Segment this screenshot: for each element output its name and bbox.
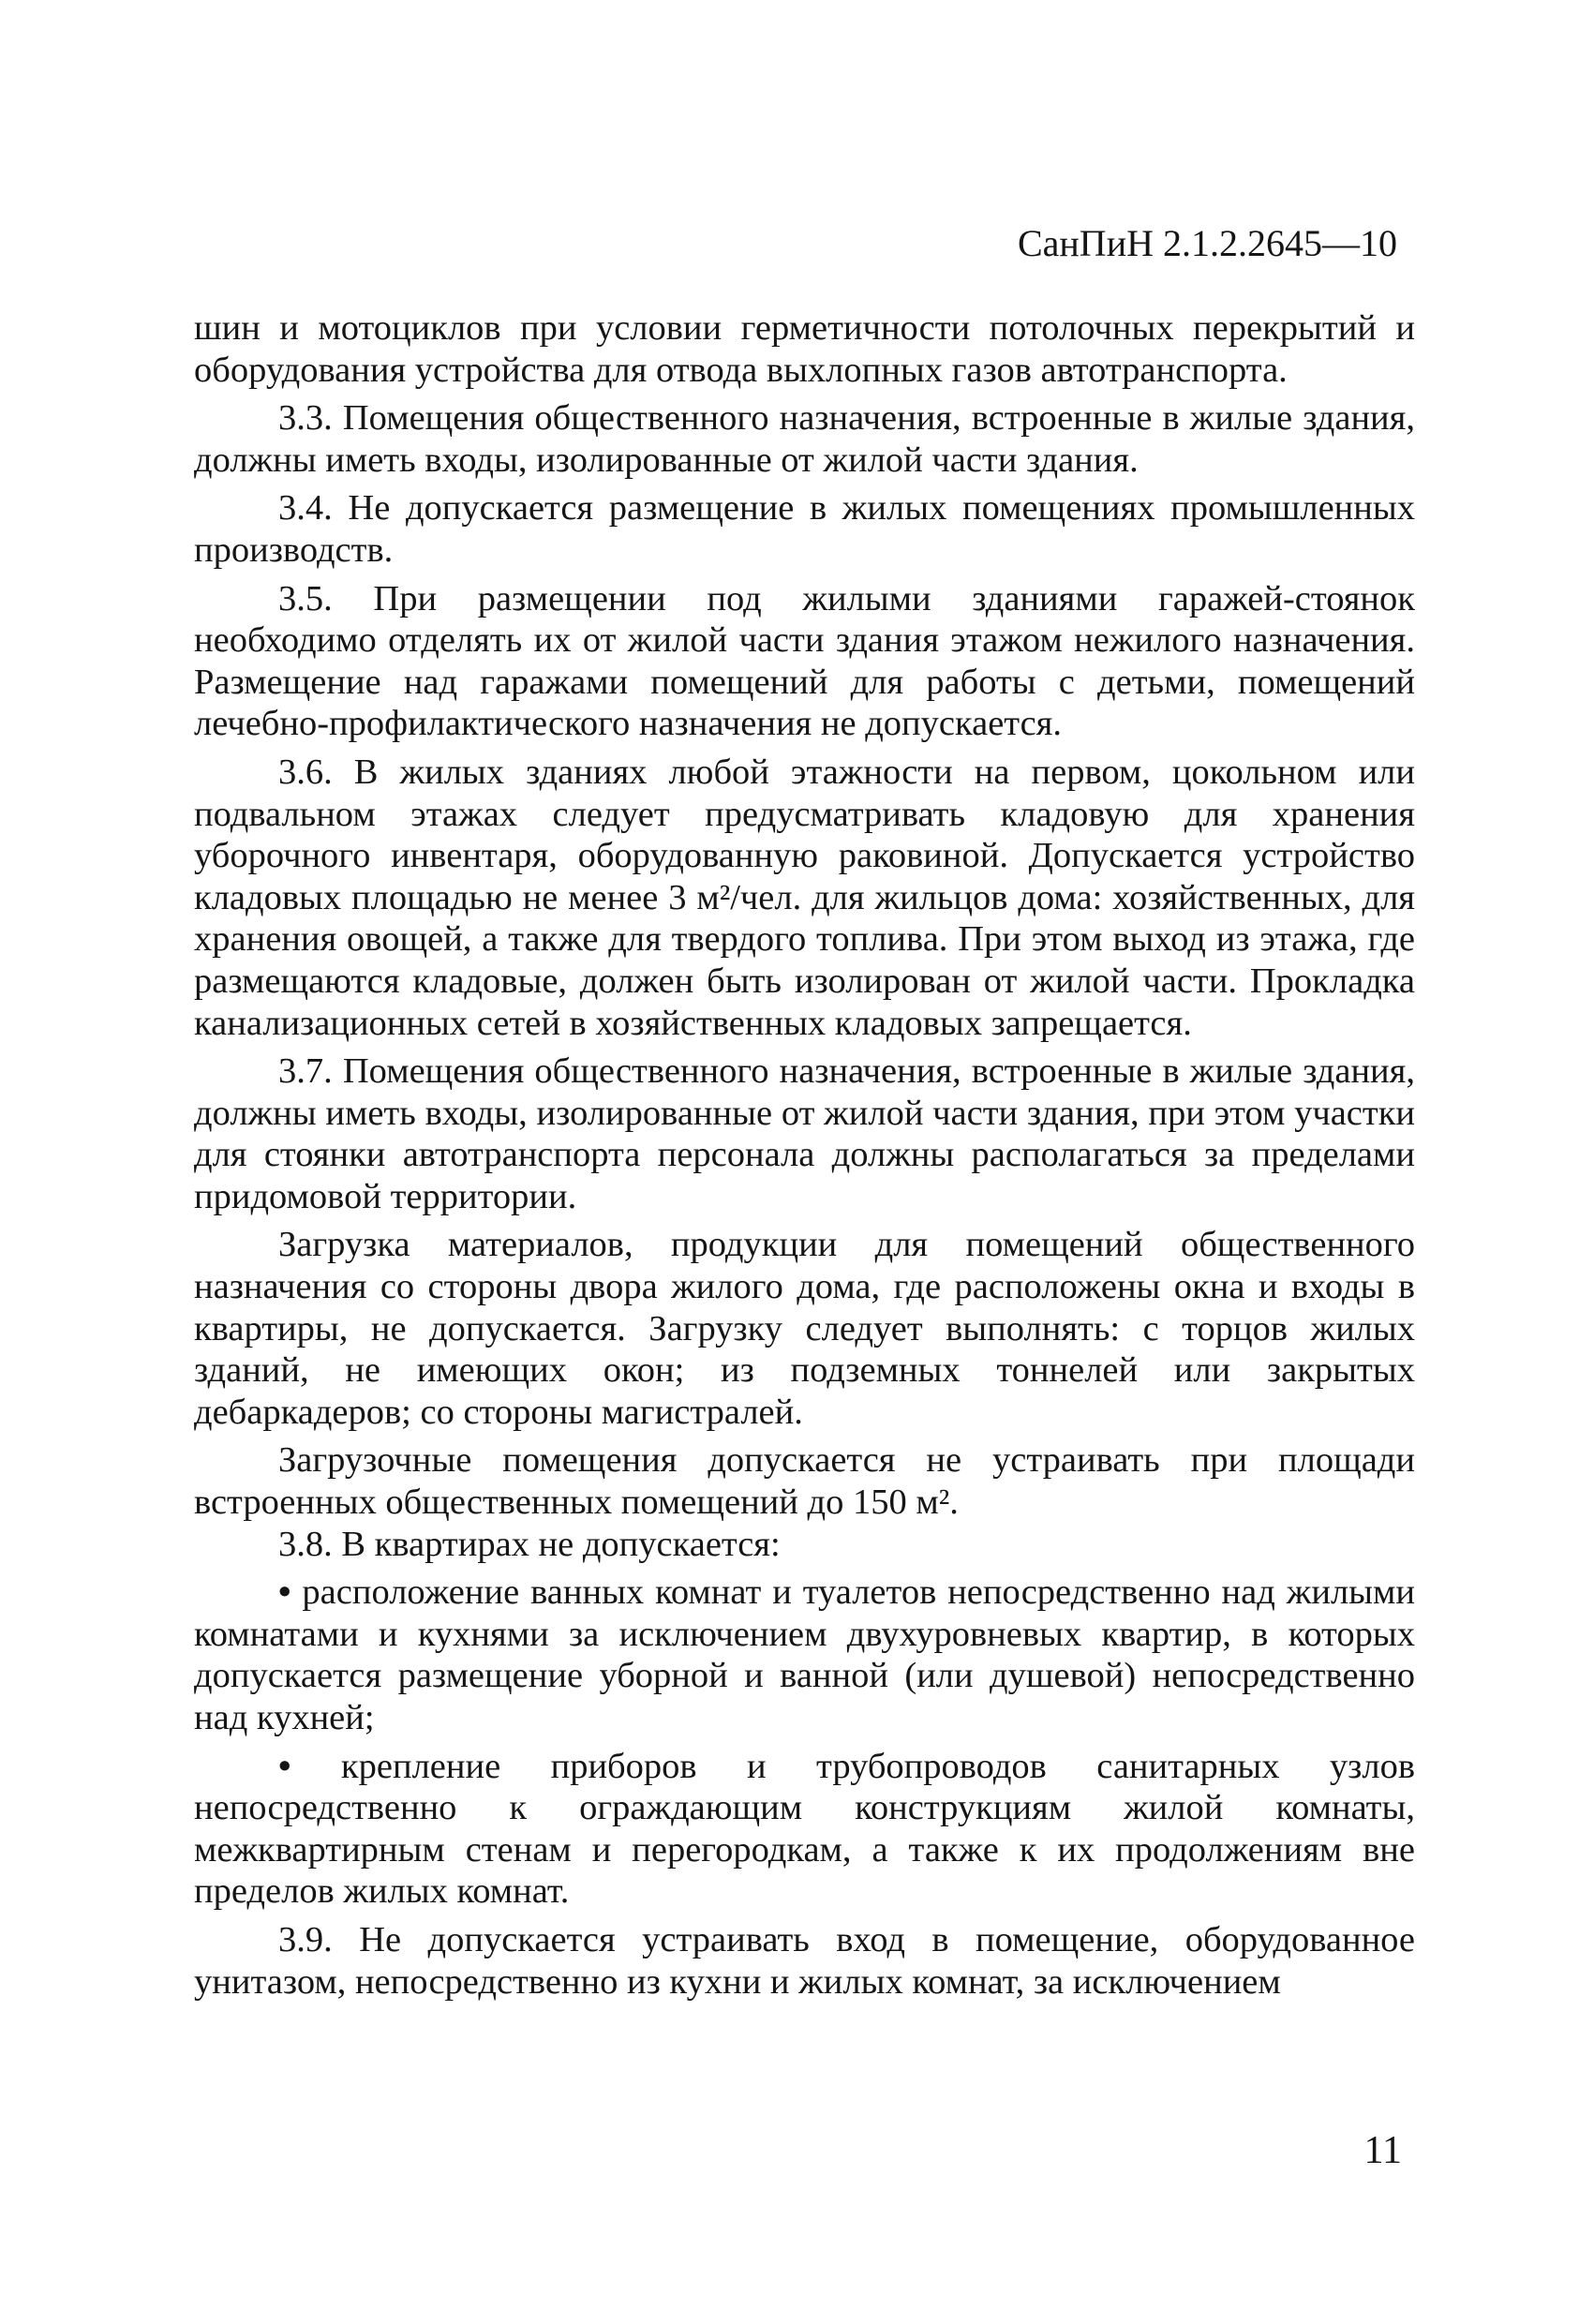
document-code-header: СанПиН 2.1.2.2645—10: [1017, 222, 1397, 264]
page-number: 11: [1363, 2129, 1402, 2172]
paragraph-3-4: 3.4. Не допускается размещение в жилых помещениях промышленных производств.: [194, 488, 1415, 570]
paragraph-continuation: шин и мотоциклов при условии герметичности потолочных перекрытий и оборудования устройства для отвода выхлопных газов автотранспорта.: [194, 308, 1415, 390]
paragraph-loading-materials: Загрузка материалов, продукции для помещений общественного назначения со стороны двора жилого дома, где расположены окна и входы в квартиры, не допускается. Загрузку следует выполнять: с торцов жилых зданий, не имеющих окон; из подземных тоннелей или закрытых дебаркадеров; со стороны магистралей.: [194, 1225, 1415, 1432]
bullet-item-bathrooms: [194, 1572, 1415, 1738]
paragraph-3-3: 3.3. Помещения общественного назначения, встроенные в жилые здания, должны иметь входы, изолированные от жилой части здания.: [194, 398, 1415, 480]
bullet-icon: •: [278, 1746, 291, 1786]
paragraph-3-6: 3.6. В жилых зданиях любой этажности на первом, цокольном или подвальном этажах следует предусматривать кладовую для хранения уборочного инвентаря, оборудованную раковиной. Допускается устройство кладовых площадью не менее 3 м²/чел. для жильцов дома: хозяйственных, для хранения овощей, а также для твердого топлива. При этом выход из этажа, где размещаются кладовые, должен быть изолирован от жилой части. Прокладка канализационных сетей в хозяйственных кладовых запрещается.: [194, 752, 1415, 1043]
paragraph-3-7: 3.7. Помещения общественного назначения, встроенные в жилые здания, должны иметь входы, изолированные от жилой части здания, при этом участки для стоянки автотранспорта персонала должны располагаться за пределами придомовой территории.: [194, 1051, 1415, 1216]
bullet-text: расположение ванных комнат и туалетов непосредственно над жилыми комнатами и кухнями за исключением двухуровневых квартир, в которых допускается размещение уборной и ванной (или душевой) непосредственно над кухней;: [194, 1572, 1416, 1737]
bullet-icon: •: [278, 1572, 291, 1613]
document-body: [194, 307, 1415, 2003]
paragraph-3-9: 3.9. Не допускается устраивать вход в помещение, оборудованное унитазом, непосредственно из кухни и жилых комнат, за исключением: [194, 1919, 1415, 2002]
bullet-text: крепление приборов и трубопроводов санитарных узлов непосредственно к ограждающим конструкциям жилой комнаты, межквартирным стенам и перегородкам, а также к их продолжениям вне пределов жилых комнат.: [194, 1746, 1416, 1912]
paragraph-loading-rooms: Загрузочные помещения допускается не устраивать при площади встроенных общественных помещений до 150 м².: [194, 1440, 1415, 1523]
paragraph-3-5: 3.5. При размещении под жилыми зданиями гаражей-стоянок необходимо отделять их от жилой части здания этажом нежилого назначения. Размещение над гаражами помещений для работы с детьми, помещений лечебно-профилактического назначения не допускается.: [194, 578, 1415, 744]
paragraph-3-8: 3.8. В квартирах не допускается:: [278, 1524, 781, 1564]
bullet-item-plumbing: [194, 1746, 1415, 1913]
